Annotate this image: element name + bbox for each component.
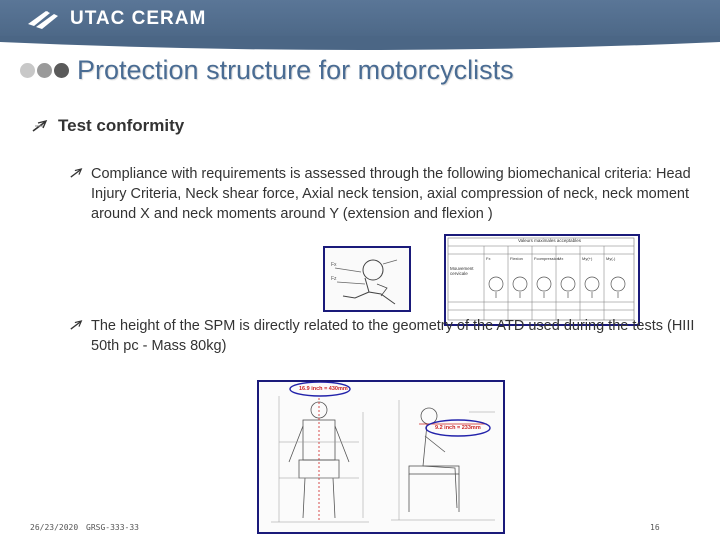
svg-text:Fz: Fz xyxy=(331,276,337,282)
criteria-col-header: Mx xyxy=(558,256,564,261)
dimension-label-side: 9.2 inch = 233mm xyxy=(435,425,481,431)
criteria-table-row-header: Mouvement cervicale xyxy=(450,266,474,276)
utac-logo xyxy=(26,8,206,30)
criteria-col-header: Fx xyxy=(486,256,491,261)
criteria-table-grid xyxy=(446,236,638,324)
bullet-compliance xyxy=(70,164,698,224)
title-dot-dark xyxy=(54,63,69,78)
criteria-col-header: Flexion xyxy=(510,256,523,261)
neck-drawing-figure xyxy=(323,246,411,312)
dummy-head-icon xyxy=(325,248,409,310)
criteria-col-header: My(+) xyxy=(582,256,593,261)
bullet-compliance-text: Compliance with requirements is assessed through the following biomechanical criteria: Head Injury Criteria, Neck shear force, Axial neck tension, axial compression of neck, neck moment around X and neck moments around Y (extension and flexion ) xyxy=(91,166,691,222)
title-dot-light xyxy=(20,63,35,78)
bullet-spm-height-text: The height of the SPM is directly related to the geometry of the ATD used during the tests (HIII 50th pc - Mass 80kg) xyxy=(91,318,695,354)
title-dots xyxy=(20,63,69,78)
title-row xyxy=(20,55,514,86)
arrow-bullet-icon xyxy=(70,168,83,178)
logo-text: UTAC CERAM xyxy=(70,8,207,29)
criteria-table-title: Valeurs maximales acceptables xyxy=(518,238,581,243)
page-number: 16 xyxy=(650,523,660,532)
utac-logo-icon xyxy=(26,8,62,30)
bullet-spm-height xyxy=(70,316,698,356)
criteria-col-header: My(-) xyxy=(606,256,616,261)
svg-text:Fx: Fx xyxy=(331,262,337,268)
slide-title: Protection structure for motorcyclists xyxy=(77,55,514,85)
arrow-bullet-icon xyxy=(70,320,83,330)
title-dot-mid xyxy=(37,63,52,78)
bullet-test-conformity-label: Test conformity xyxy=(58,116,185,135)
dummy-dimensions-figure xyxy=(257,380,505,534)
seated-dummy-drawing xyxy=(259,382,503,532)
footer-date: 26/23/2020 xyxy=(30,523,79,532)
bullet-test-conformity xyxy=(32,116,184,136)
arrow-bullet-icon xyxy=(32,120,48,132)
criteria-table-figure xyxy=(444,234,640,326)
footer-reference: GRSG-333-33 xyxy=(86,523,139,532)
dimension-label-top: 16.9 inch = 430mm xyxy=(299,386,348,392)
criteria-col-header: Fcompression xyxy=(534,256,560,261)
